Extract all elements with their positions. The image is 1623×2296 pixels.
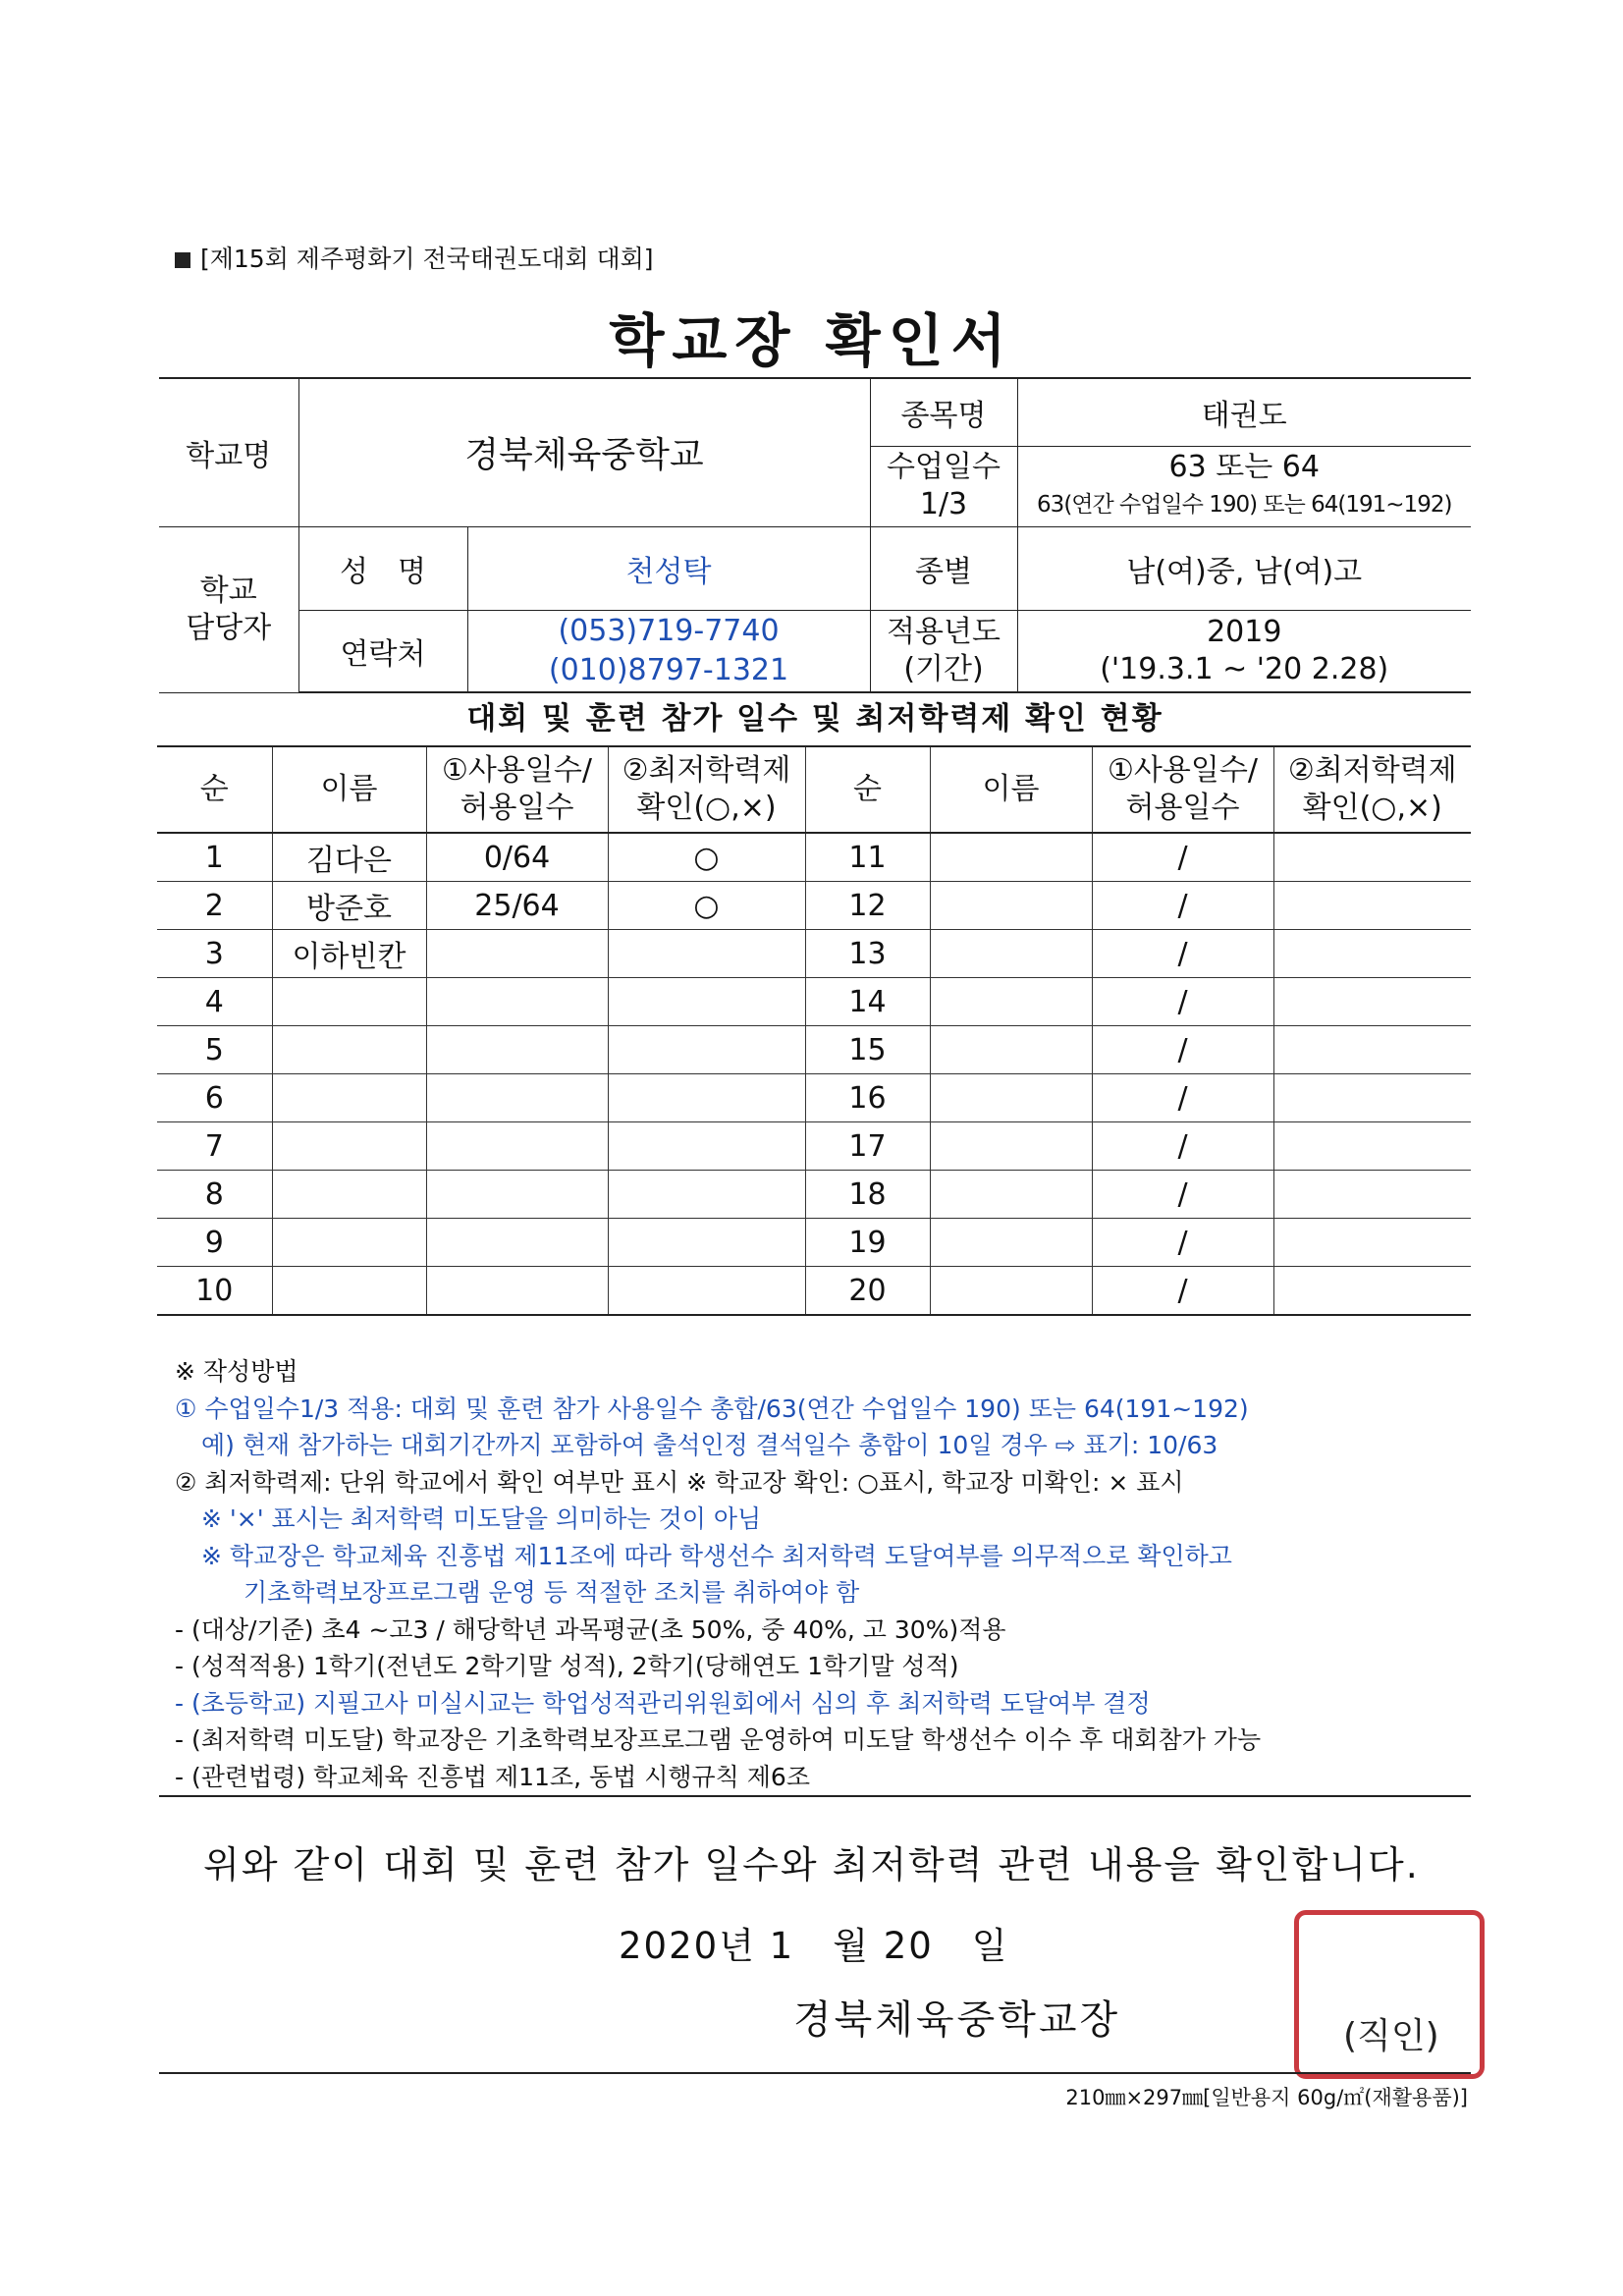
cell-left-no: 2: [157, 882, 272, 930]
cell-left-check: [608, 1267, 805, 1316]
cell-right-name: [930, 833, 1092, 882]
col-name: 이름: [272, 746, 426, 833]
contact-label: 연락처: [298, 610, 467, 692]
cell-left-name: [272, 1219, 426, 1267]
school-label: 학교명: [159, 378, 298, 526]
table-row: [157, 882, 1471, 930]
instruction-line: - (최저학력 미도달) 학교장은 기초학력보장프로그램 운영하여 미도달 학생선수 이수 후 대회참가 가능: [175, 1725, 1262, 1754]
instruction-line: 예) 현재 참가하는 대회기간까지 포함하여 출석인정 결석일수 총합이 10일 경우 ⇨ 표기: 10/63: [201, 1431, 1218, 1459]
col-days-right-2: 허용일수: [1125, 791, 1240, 825]
sport-value: 태권도: [1017, 378, 1471, 446]
cell-right-days: /: [1092, 1074, 1273, 1122]
instruction-line: - (초등학교) 지필고사 미실시교는 학업성적관리위원회에서 심의 후 최저학력 도달여부 결정: [175, 1688, 1151, 1718]
col-check-2: 확인(○,×): [636, 791, 777, 825]
year-value: 2019: [1207, 614, 1282, 649]
cell-right-check: [1273, 1267, 1471, 1316]
year-label: 적용년도: [887, 614, 1001, 649]
cell-left-days: [426, 978, 608, 1026]
cell-left-check: ○: [608, 833, 805, 882]
table-row: [157, 833, 1471, 882]
school-name: 경북체육중학교: [298, 378, 870, 526]
cell-left-no: 1: [157, 833, 272, 882]
cell-left-days: [426, 1219, 608, 1267]
col-no: 순: [157, 746, 272, 833]
cell-left-name: 이하빈칸: [272, 930, 426, 978]
instruction-line: ② 최저학력제: 단위 학교에서 확인 여부만 표시 ※ 학교장 확인: ○표시, 학교장 미확인: × 표시: [175, 1467, 1184, 1497]
cell-right-days: /: [1092, 1171, 1273, 1219]
cell-right-check: [1273, 1074, 1471, 1122]
footer-divider: [159, 2072, 1471, 2074]
cell-right-name: [930, 930, 1092, 978]
cell-left-name: [272, 1267, 426, 1316]
table-row: [157, 1026, 1471, 1074]
col-days: ①사용일수/: [442, 753, 592, 788]
manager-label: 학교: [199, 573, 257, 608]
instruction-line: - (대상/기준) 초4 ~고3 / 해당학년 과목평균(초 50%, 중 40%, 고 30%)적용: [175, 1614, 1006, 1644]
cell-left-no: 7: [157, 1122, 272, 1171]
cell-left-no: 10: [157, 1267, 272, 1316]
cell-right-days: /: [1092, 930, 1273, 978]
cell-left-check: [608, 930, 805, 978]
col-check-right-2: 확인(○,×): [1302, 791, 1442, 825]
col-days-2: 허용일수: [460, 791, 574, 825]
cell-right-check: [1273, 833, 1471, 882]
cell-left-days: 0/64: [426, 833, 608, 882]
table-row: [157, 1267, 1471, 1316]
cell-right-check: [1273, 1171, 1471, 1219]
cell-left-days: [426, 1074, 608, 1122]
cell-right-days: /: [1092, 833, 1273, 882]
days-note: 63(연간 수업일수 190) 또는 64(191~192): [1037, 492, 1452, 518]
sport-label: 종목명: [870, 378, 1017, 446]
cell-right-no: 11: [805, 833, 930, 882]
instruction-line: ※ 학교장은 학교체육 진흥법 제11조에 따라 학생선수 최저학력 도달여부를 의무적으로 확인하고: [201, 1541, 1232, 1570]
cell-right-days: /: [1092, 1026, 1273, 1074]
days-value: 63 또는 64: [1168, 450, 1320, 484]
cell-left-name: 방준호: [272, 882, 426, 930]
cell-left-name: [272, 1074, 426, 1122]
cell-right-name: [930, 882, 1092, 930]
instruction-line: - (관련법령) 학교체육 진흥법 제11조, 동법 시행규칙 제6조: [175, 1762, 810, 1791]
cell-left-check: [608, 978, 805, 1026]
cell-right-days: /: [1092, 1267, 1273, 1316]
cell-right-check: [1273, 882, 1471, 930]
instructions-heading: ※ 작성방법: [175, 1357, 298, 1386]
table-row: [157, 1074, 1471, 1122]
name-label: 성 명: [298, 526, 467, 610]
cell-left-days: [426, 1171, 608, 1219]
cell-right-days: /: [1092, 882, 1273, 930]
cell-left-days: [426, 1267, 608, 1316]
cell-left-name: [272, 978, 426, 1026]
col-check-right: ②최저학력제: [1287, 753, 1457, 788]
cell-right-check: [1273, 930, 1471, 978]
cell-left-no: 5: [157, 1026, 272, 1074]
confirmation-statement: 위와 같이 대회 및 훈련 참가 일수와 최저학력 관련 내용을 확인합니다.: [203, 1843, 1420, 1886]
cell-right-check: [1273, 1122, 1471, 1171]
cell-right-name: [930, 1219, 1092, 1267]
category-value: 남(여)중, 남(여)고: [1017, 526, 1471, 610]
info-table: [159, 377, 1471, 693]
cell-left-days: [426, 930, 608, 978]
instruction-line: ① 수업일수1/3 적용: 대회 및 훈련 참가 사용일수 총합/63(연간 수업일수 190) 또는 64(191~192): [175, 1394, 1249, 1423]
cell-right-check: [1273, 1219, 1471, 1267]
cell-left-name: [272, 1122, 426, 1171]
issue-date: 2020년 1 월 20 일: [619, 1925, 1009, 1967]
col-check: ②최저학력제: [622, 753, 791, 788]
event-header: [175, 240, 654, 275]
cell-left-name: [272, 1026, 426, 1074]
cell-right-check: [1273, 978, 1471, 1026]
cell-right-name: [930, 1074, 1092, 1122]
cell-right-days: /: [1092, 1122, 1273, 1171]
manager-label-2: 담당자: [186, 610, 272, 645]
status-title: 대회 및 훈련 참가 일수 및 최저학력제 확인 현황: [466, 701, 1163, 737]
cell-left-check: [608, 1074, 805, 1122]
year-label-2: (기간): [903, 651, 984, 686]
cell-right-days: /: [1092, 1219, 1273, 1267]
cell-right-no: 20: [805, 1267, 930, 1316]
cell-right-no: 12: [805, 882, 930, 930]
stamp-label: (직인): [1343, 2016, 1439, 2056]
cell-left-check: [608, 1219, 805, 1267]
col-days-right: ①사용일수/: [1108, 753, 1258, 788]
cell-right-no: 13: [805, 930, 930, 978]
cell-right-days: /: [1092, 978, 1273, 1026]
phone-2: (010)8797-1321: [548, 652, 789, 687]
col-name-right: 이름: [930, 746, 1092, 833]
instruction-line: 기초학력보장프로그램 운영 등 적절한 조치를 취하여야 함: [243, 1578, 860, 1607]
cell-right-name: [930, 978, 1092, 1026]
cell-right-no: 14: [805, 978, 930, 1026]
cell-left-name: 김다은: [272, 833, 426, 882]
cell-left-check: [608, 1026, 805, 1074]
cell-right-no: 15: [805, 1026, 930, 1074]
table-row: [157, 1219, 1471, 1267]
table-row: [157, 1171, 1471, 1219]
cell-left-no: 3: [157, 930, 272, 978]
cell-right-no: 16: [805, 1074, 930, 1122]
cell-left-no: 4: [157, 978, 272, 1026]
manager-name: 천성탁: [467, 526, 870, 610]
phone-1: (053)719-7740: [558, 613, 780, 648]
principal-signature-line: 경북체육중학교장: [793, 1997, 1121, 2043]
table-row: [157, 930, 1471, 978]
event-title: [제15회 제주평화기 전국태권도대회 대회]: [200, 245, 654, 273]
col-no-right: 순: [805, 746, 930, 833]
cell-left-no: 8: [157, 1171, 272, 1219]
table-row: [157, 978, 1471, 1026]
cell-left-days: [426, 1122, 608, 1171]
category-label: 종별: [870, 526, 1017, 610]
instruction-line: - (성적적용) 1학기(전년도 2학기말 성적), 2학기(당해연도 1학기말 성적): [175, 1652, 959, 1680]
cell-left-days: [426, 1026, 608, 1074]
participation-table: [157, 745, 1471, 1316]
cell-right-name: [930, 1026, 1092, 1074]
days-label-fraction: 1/3: [919, 487, 968, 521]
cell-left-check: [608, 1171, 805, 1219]
cell-right-no: 19: [805, 1219, 930, 1267]
year-period: ('19.3.1 ~ '20 2.28): [1100, 651, 1389, 686]
paper-spec: 210㎜×297㎜[일반용지 60g/㎡(재활용품)]: [1065, 2086, 1468, 2109]
cell-right-name: [930, 1171, 1092, 1219]
cell-right-name: [930, 1267, 1092, 1316]
square-bullet-icon: [175, 252, 190, 268]
cell-right-no: 17: [805, 1122, 930, 1171]
cell-left-no: 6: [157, 1074, 272, 1122]
days-label: 수업일수: [887, 450, 1001, 484]
table-row: [157, 1122, 1471, 1171]
document-title: 학교장 확인서: [609, 307, 1014, 374]
cell-right-no: 18: [805, 1171, 930, 1219]
cell-left-days: 25/64: [426, 882, 608, 930]
divider: [159, 1795, 1471, 1797]
cell-left-no: 9: [157, 1219, 272, 1267]
cell-left-check: [608, 1122, 805, 1171]
cell-left-name: [272, 1171, 426, 1219]
cell-right-name: [930, 1122, 1092, 1171]
instructions: [175, 1353, 1261, 1795]
instruction-line: ※ '×' 표시는 최저학력 미도달을 의미하는 것이 아님: [201, 1504, 762, 1533]
cell-left-check: ○: [608, 882, 805, 930]
cell-right-check: [1273, 1026, 1471, 1074]
